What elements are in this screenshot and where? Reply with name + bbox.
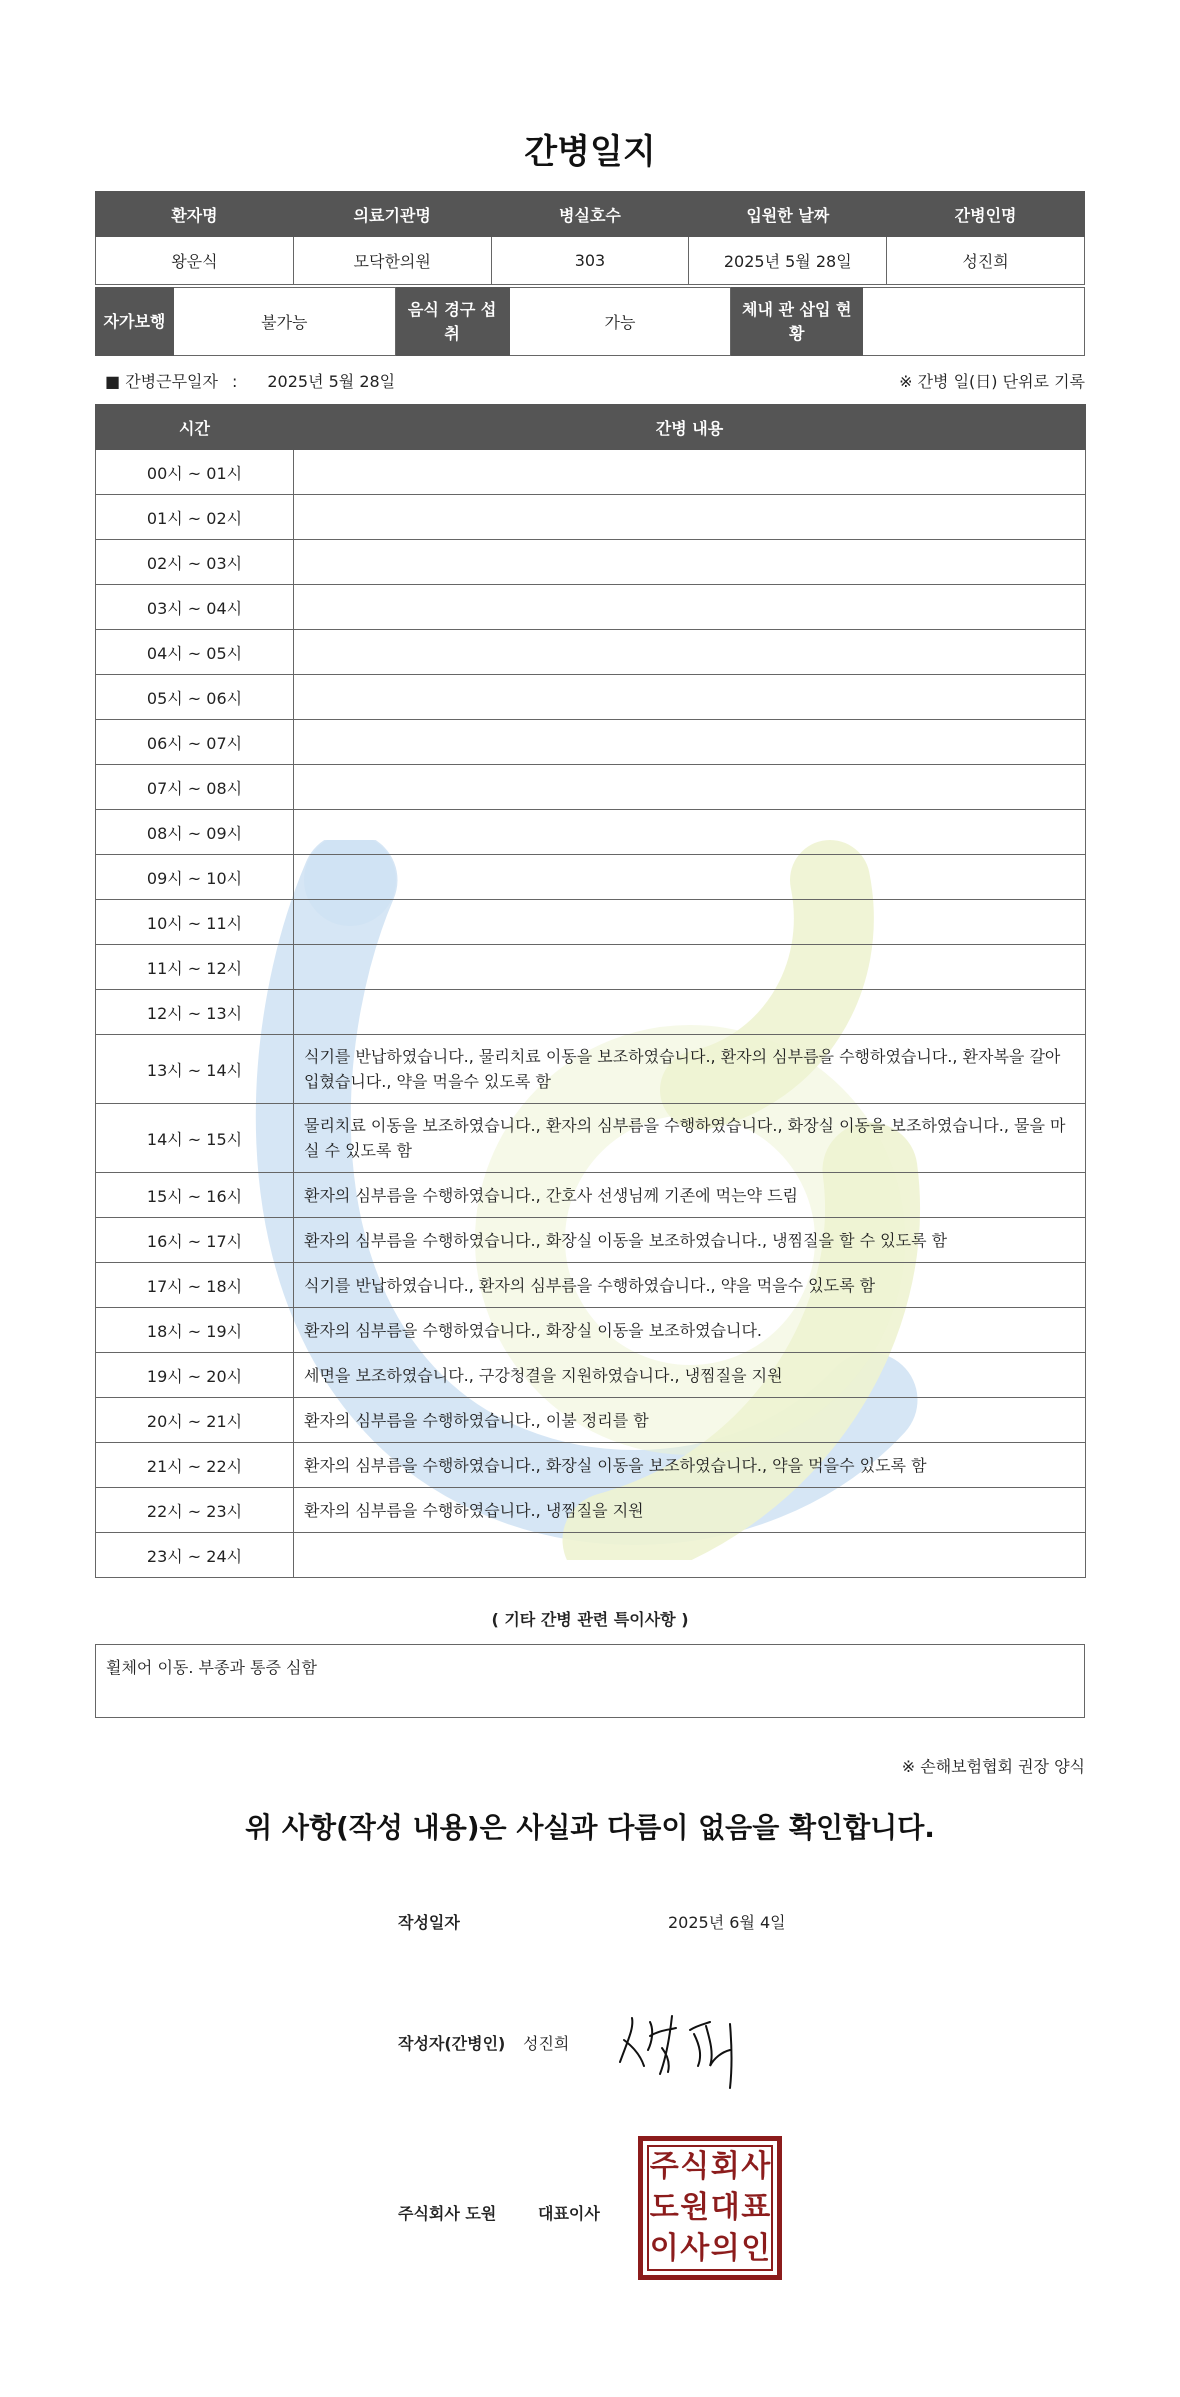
work-date	[105, 369, 395, 392]
content-cell	[294, 540, 1086, 585]
time-cell: 19시 ~ 20시	[96, 1353, 294, 1398]
time-cell: 21시 ~ 22시	[96, 1443, 294, 1488]
table-row	[96, 1443, 1086, 1488]
seal-char: 주	[649, 2149, 679, 2185]
table-row	[96, 585, 1086, 630]
seal-char: 회	[710, 2149, 740, 2185]
content-cell: 환자의 심부름을 수행하였습니다., 이불 정리를 함	[294, 1398, 1086, 1443]
recommend-note: ※ 손해보험협회 권장 양식	[901, 1757, 1085, 1776]
content-cell: 환자의 심부름을 수행하였습니다., 화장실 이동을 보조하였습니다., 약을 먹을수 있도록 함	[294, 1443, 1086, 1488]
content-cell: 물리치료 이동을 보조하였습니다., 환자의 심부름을 수행하였습니다., 화장실 이동을 보조하였습니다., 물을 마실 수 있도록 함	[294, 1104, 1086, 1173]
time-cell: 04시 ~ 05시	[96, 630, 294, 675]
status-info-table	[95, 287, 1085, 356]
ceo-label: 대표이사	[538, 2204, 600, 2223]
page-title: 간병일지	[524, 132, 656, 172]
memo-box	[95, 1644, 1085, 1718]
table-row	[96, 630, 1086, 675]
table-row	[96, 1173, 1086, 1218]
table-row	[96, 900, 1086, 945]
writer-name: 성진희	[523, 2034, 570, 2053]
time-cell: 09시 ~ 10시	[96, 855, 294, 900]
time-cell: 18시 ~ 19시	[96, 1308, 294, 1353]
time-cell: 06시 ~ 07시	[96, 720, 294, 765]
header-hospital: 의료기관명	[293, 192, 491, 237]
time-cell: 07시 ~ 08시	[96, 765, 294, 810]
value-oral-intake: 가능	[509, 288, 731, 356]
content-cell	[294, 495, 1086, 540]
value-tube-insertion	[863, 288, 1085, 356]
time-cell: 22시 ~ 23시	[96, 1488, 294, 1533]
date-label: 작성일자	[398, 1913, 460, 1932]
content-cell	[294, 900, 1086, 945]
handwritten-signature	[610, 2000, 760, 2090]
table-row	[96, 1035, 1086, 1104]
table-row	[96, 765, 1086, 810]
patient-info-table	[95, 191, 1085, 285]
writer-label: 작성자(간병인)	[398, 2034, 506, 2053]
content-cell: 환자의 심부름을 수행하였습니다., 냉찜질을 지원	[294, 1488, 1086, 1533]
content-cell: 환자의 심부름을 수행하였습니다., 간호사 선생님께 기존에 먹는약 드림	[294, 1173, 1086, 1218]
seal-char: 대	[710, 2189, 740, 2225]
content-cell	[294, 990, 1086, 1035]
content-cell: 식기를 반납하였습니다., 물리치료 이동을 보조하였습니다., 환자의 심부름을 수행하였습니다., 환자복을 갈아입혔습니다., 약을 먹을수 있도록 함	[294, 1035, 1086, 1104]
time-cell: 05시 ~ 06시	[96, 675, 294, 720]
time-cell: 16시 ~ 17시	[96, 1218, 294, 1263]
seal-char: 의	[710, 2230, 740, 2266]
time-cell: 14시 ~ 15시	[96, 1104, 294, 1173]
caregiver-name: 성진희	[887, 237, 1085, 285]
time-cell: 03시 ~ 04시	[96, 585, 294, 630]
table-row	[96, 1353, 1086, 1398]
seal-char: 사	[680, 2230, 710, 2266]
table-row	[96, 1488, 1086, 1533]
label-tube-insertion: 체내 관 삽입 현황	[731, 288, 863, 356]
content-cell	[294, 450, 1086, 495]
work-date-label: ■ 간병근무일자	[105, 372, 218, 391]
unit-note: ※ 간병 일(日) 단위로 기록	[899, 372, 1085, 391]
header-content: 간병 내용	[294, 405, 1086, 450]
work-date-value: 2025년 5월 28일	[267, 372, 396, 391]
time-cell: 08시 ~ 09시	[96, 810, 294, 855]
content-cell	[294, 720, 1086, 765]
content-cell	[294, 765, 1086, 810]
header-caregiver: 간병인명	[887, 192, 1085, 237]
label-oral-intake: 음식 경구 섭취	[395, 288, 509, 356]
memo-title: ( 기타 간병 관련 특이사항 )	[491, 1610, 689, 1629]
seal-char: 표	[741, 2189, 771, 2225]
table-row	[96, 1398, 1086, 1443]
seal-char: 사	[741, 2149, 771, 2185]
admission-date: 2025년 5월 28일	[689, 237, 887, 285]
content-cell	[294, 675, 1086, 720]
time-cell: 01시 ~ 02시	[96, 495, 294, 540]
table-row	[96, 810, 1086, 855]
content-cell: 식기를 반납하였습니다., 환자의 심부름을 수행하였습니다., 약을 먹을수 있도록 함	[294, 1263, 1086, 1308]
hospital-name: 모닥한의원	[293, 237, 491, 285]
content-cell	[294, 945, 1086, 990]
header-patient-name: 환자명	[96, 192, 294, 237]
table-row	[96, 990, 1086, 1035]
content-cell	[294, 1533, 1086, 1578]
time-cell: 00시 ~ 01시	[96, 450, 294, 495]
seal-char: 도	[649, 2189, 679, 2225]
time-cell: 13시 ~ 14시	[96, 1035, 294, 1104]
table-row	[96, 1218, 1086, 1263]
header-time: 시간	[96, 405, 294, 450]
memo-content: 휠체어 이동. 부종과 통증 심함	[106, 1658, 317, 1677]
seal-char: 식	[680, 2149, 710, 2185]
time-cell: 02시 ~ 03시	[96, 540, 294, 585]
date-value: 2025년 6월 4일	[668, 1913, 786, 1932]
table-row	[96, 1104, 1086, 1173]
value-self-walking: 불가능	[173, 288, 395, 356]
care-log-table	[95, 404, 1086, 1578]
table-row	[96, 1263, 1086, 1308]
content-cell	[294, 855, 1086, 900]
time-cell: 23시 ~ 24시	[96, 1533, 294, 1578]
table-row	[96, 855, 1086, 900]
content-cell	[294, 585, 1086, 630]
table-row	[96, 540, 1086, 585]
company-seal	[638, 2136, 782, 2280]
confirm-statement: 위 사항(작성 내용)은 사실과 다름이 없음을 확인합니다.	[245, 1811, 935, 1844]
table-row	[96, 675, 1086, 720]
table-row	[96, 720, 1086, 765]
room-number: 303	[491, 237, 689, 285]
content-cell	[294, 810, 1086, 855]
time-cell: 10시 ~ 11시	[96, 900, 294, 945]
header-admission-date: 입원한 날짜	[689, 192, 887, 237]
patient-name: 왕운식	[96, 237, 294, 285]
seal-char: 이	[649, 2230, 679, 2266]
time-cell: 20시 ~ 21시	[96, 1398, 294, 1443]
table-row	[96, 945, 1086, 990]
content-cell: 환자의 심부름을 수행하였습니다., 화장실 이동을 보조하였습니다.	[294, 1308, 1086, 1353]
table-row	[96, 1533, 1086, 1578]
content-cell: 세면을 보조하였습니다., 구강청결을 지원하였습니다., 냉찜질을 지원	[294, 1353, 1086, 1398]
time-cell: 12시 ~ 13시	[96, 990, 294, 1035]
content-cell: 환자의 심부름을 수행하였습니다., 화장실 이동을 보조하였습니다., 냉찜질을 할 수 있도록 함	[294, 1218, 1086, 1263]
content-cell	[294, 630, 1086, 675]
table-row	[96, 450, 1086, 495]
work-date-sep: :	[231, 372, 238, 391]
header-room: 병실호수	[491, 192, 689, 237]
company-label: 주식회사 도원	[398, 2204, 497, 2223]
seal-char: 원	[680, 2189, 710, 2225]
table-row	[96, 1308, 1086, 1353]
table-row	[96, 495, 1086, 540]
seal-char: 인	[741, 2230, 771, 2266]
time-cell: 11시 ~ 12시	[96, 945, 294, 990]
time-cell: 15시 ~ 16시	[96, 1173, 294, 1218]
label-self-walking: 자가보행	[96, 288, 174, 356]
time-cell: 17시 ~ 18시	[96, 1263, 294, 1308]
